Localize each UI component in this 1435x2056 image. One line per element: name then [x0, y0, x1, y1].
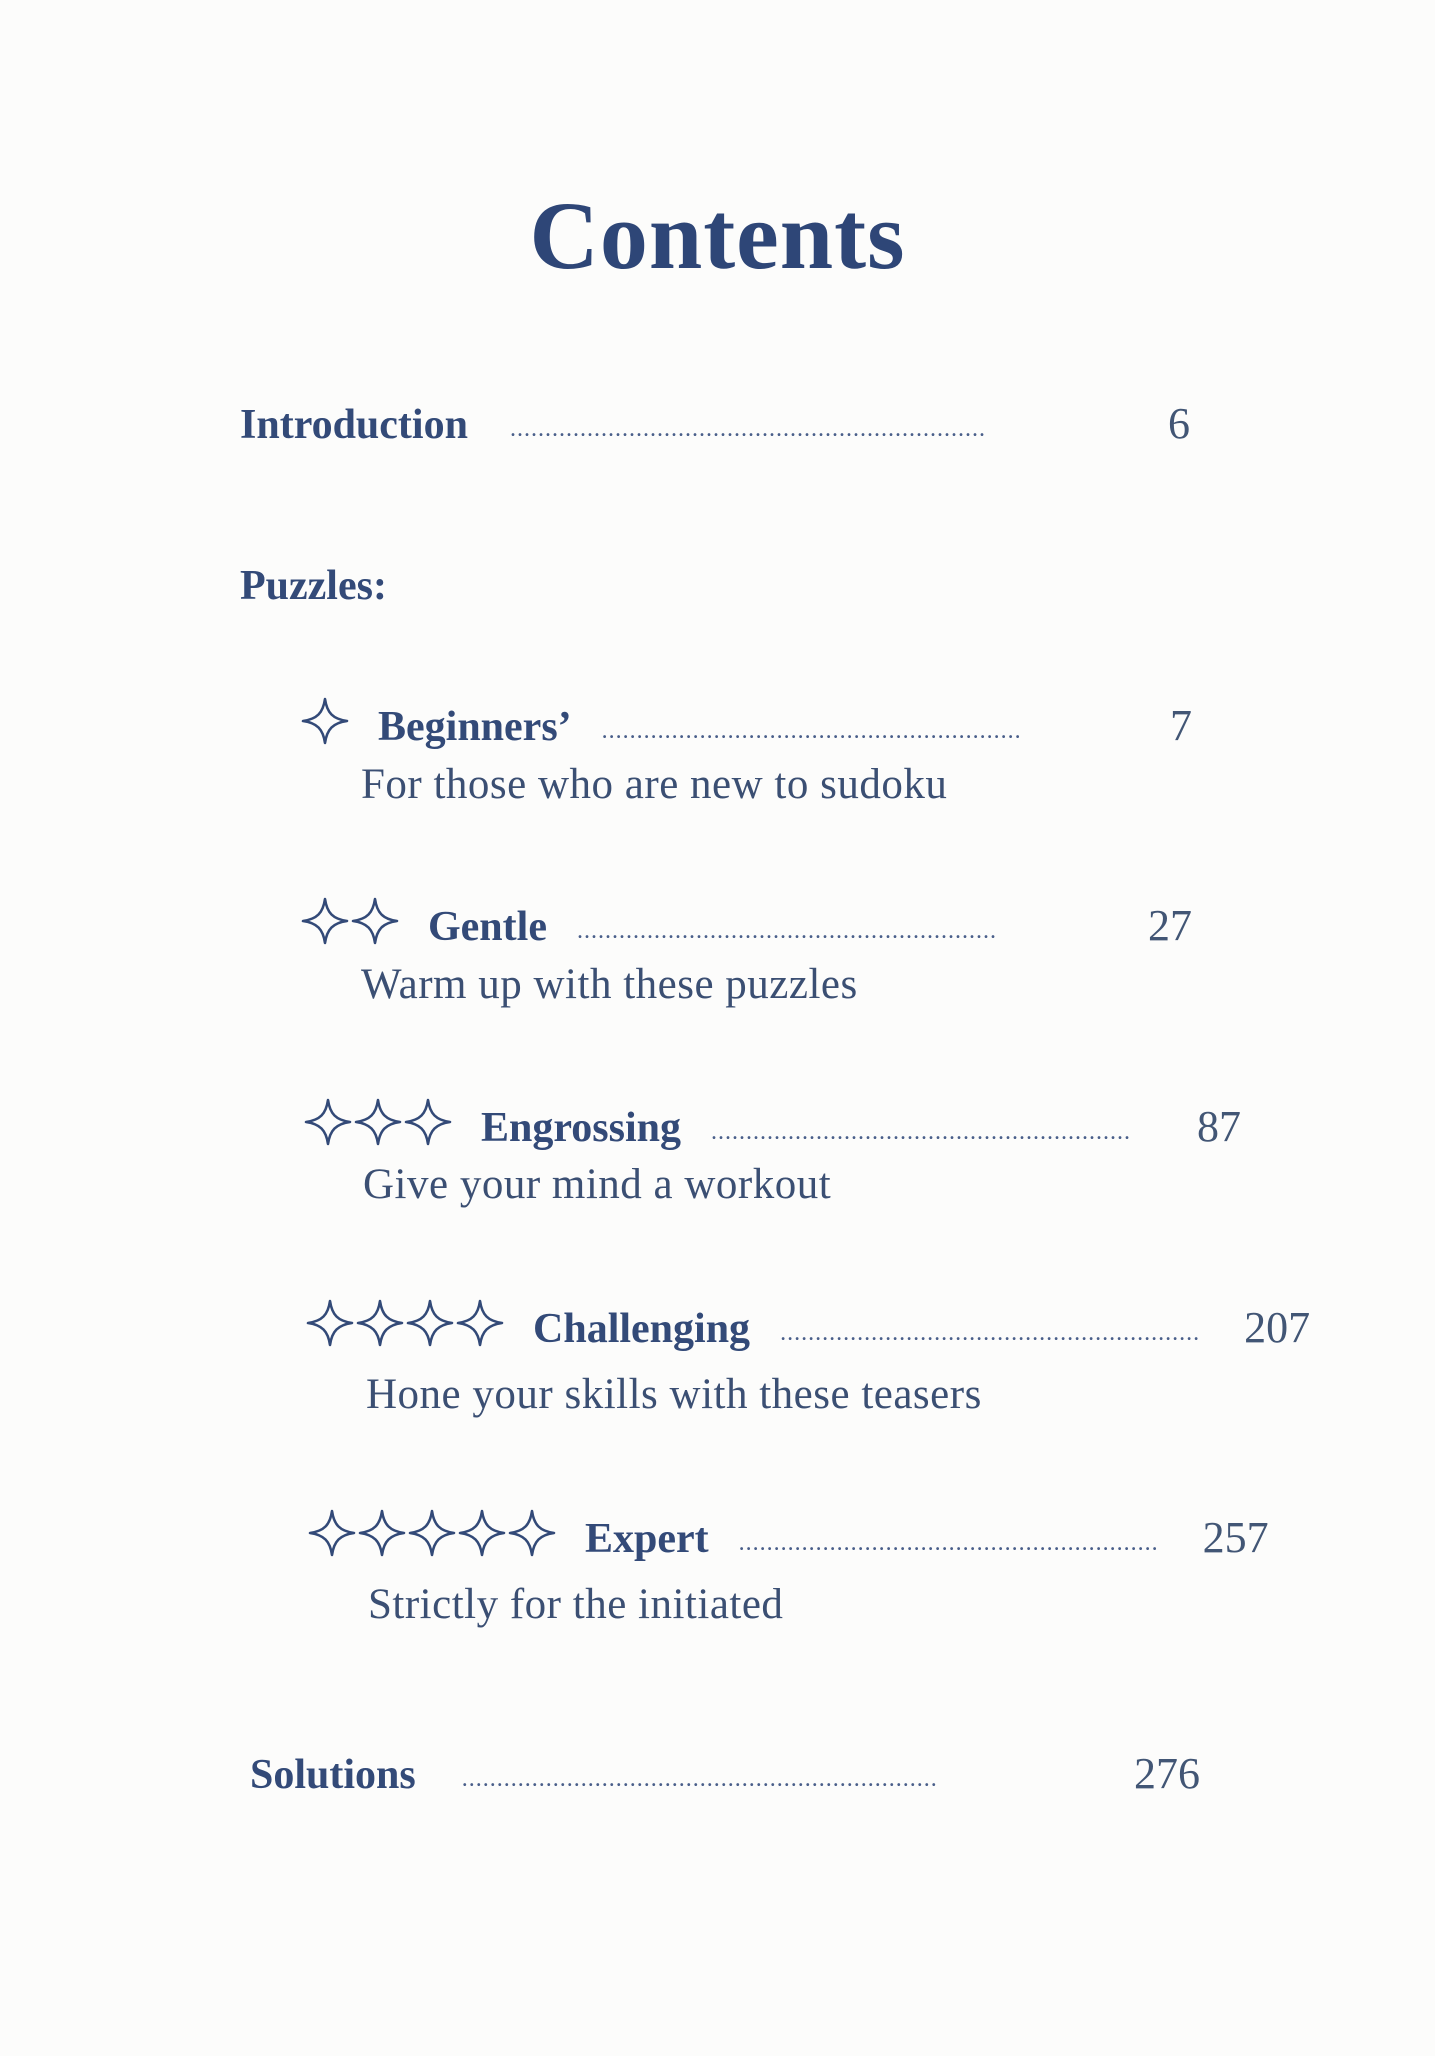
difficulty-stars [305, 1298, 505, 1348]
difficulty-stars [303, 1097, 453, 1147]
star-icon [455, 1298, 505, 1348]
dot-leader: .................................................................... [461, 1766, 938, 1792]
level-description: Hone your skills with these teasers [366, 1371, 982, 1418]
star-icon [405, 1298, 455, 1348]
star-icon [300, 896, 350, 946]
dot-leader: .................................................................... [509, 416, 986, 442]
difficulty-stars [307, 1508, 557, 1558]
star-icon [300, 696, 350, 746]
toc-entry-expert[interactable] [307, 1502, 1269, 1563]
toc-page-number: 6 [1168, 399, 1190, 448]
toc-entry-label: Introduction [240, 402, 468, 448]
star-icon [403, 1097, 453, 1147]
star-icon [305, 1298, 355, 1348]
toc-entry-engrossing[interactable] [303, 1091, 1241, 1152]
toc-entry-label: Gentle [428, 904, 547, 950]
toc-page-number: 87 [1196, 1102, 1241, 1151]
difficulty-stars [300, 896, 400, 946]
star-icon [457, 1508, 507, 1558]
toc-entry-label: Engrossing [481, 1105, 681, 1151]
star-icon [357, 1508, 407, 1558]
toc-page-number: 27 [1148, 901, 1192, 950]
toc-entry-label: Solutions [250, 1752, 416, 1798]
toc-entry-label: Expert [585, 1516, 709, 1562]
dot-leader: ............................................................ [601, 718, 1022, 744]
star-icon [355, 1298, 405, 1348]
level-description: Warm up with these puzzles [361, 961, 858, 1008]
star-icon [407, 1508, 457, 1558]
toc-page-number: 276 [1134, 1749, 1200, 1798]
difficulty-stars [300, 696, 350, 746]
toc-entry-label: Challenging [533, 1306, 751, 1352]
toc-page-number: 207 [1244, 1303, 1311, 1352]
toc-entry-challenging[interactable] [305, 1292, 1311, 1353]
toc-page-number: 7 [1170, 701, 1192, 750]
section-heading-puzzles: Puzzles: [240, 563, 387, 609]
toc-entry-label: Beginners’ [378, 704, 572, 750]
page-title: Contents [529, 182, 906, 289]
level-description: Give your mind a workout [363, 1161, 832, 1208]
toc-entry-gentle[interactable] [300, 890, 1192, 951]
star-icon [353, 1097, 403, 1147]
toc-entry-solutions[interactable] [250, 1748, 1200, 1799]
toc-entry-introduction[interactable] [240, 398, 1190, 449]
dot-leader: ............................................................ [710, 1119, 1131, 1145]
star-icon [307, 1508, 357, 1558]
toc-entry-beginners[interactable] [300, 690, 1192, 751]
dot-leader: ............................................................ [576, 918, 997, 944]
star-icon [350, 896, 400, 946]
toc-page-number: 257 [1202, 1513, 1269, 1562]
level-description: Strictly for the initiated [368, 1581, 784, 1628]
star-icon [507, 1508, 557, 1558]
level-description: For those who are new to sudoku [361, 761, 948, 808]
star-icon [303, 1097, 353, 1147]
dot-leader: ............................................................ [780, 1320, 1201, 1346]
dot-leader: ............................................................ [738, 1530, 1159, 1556]
